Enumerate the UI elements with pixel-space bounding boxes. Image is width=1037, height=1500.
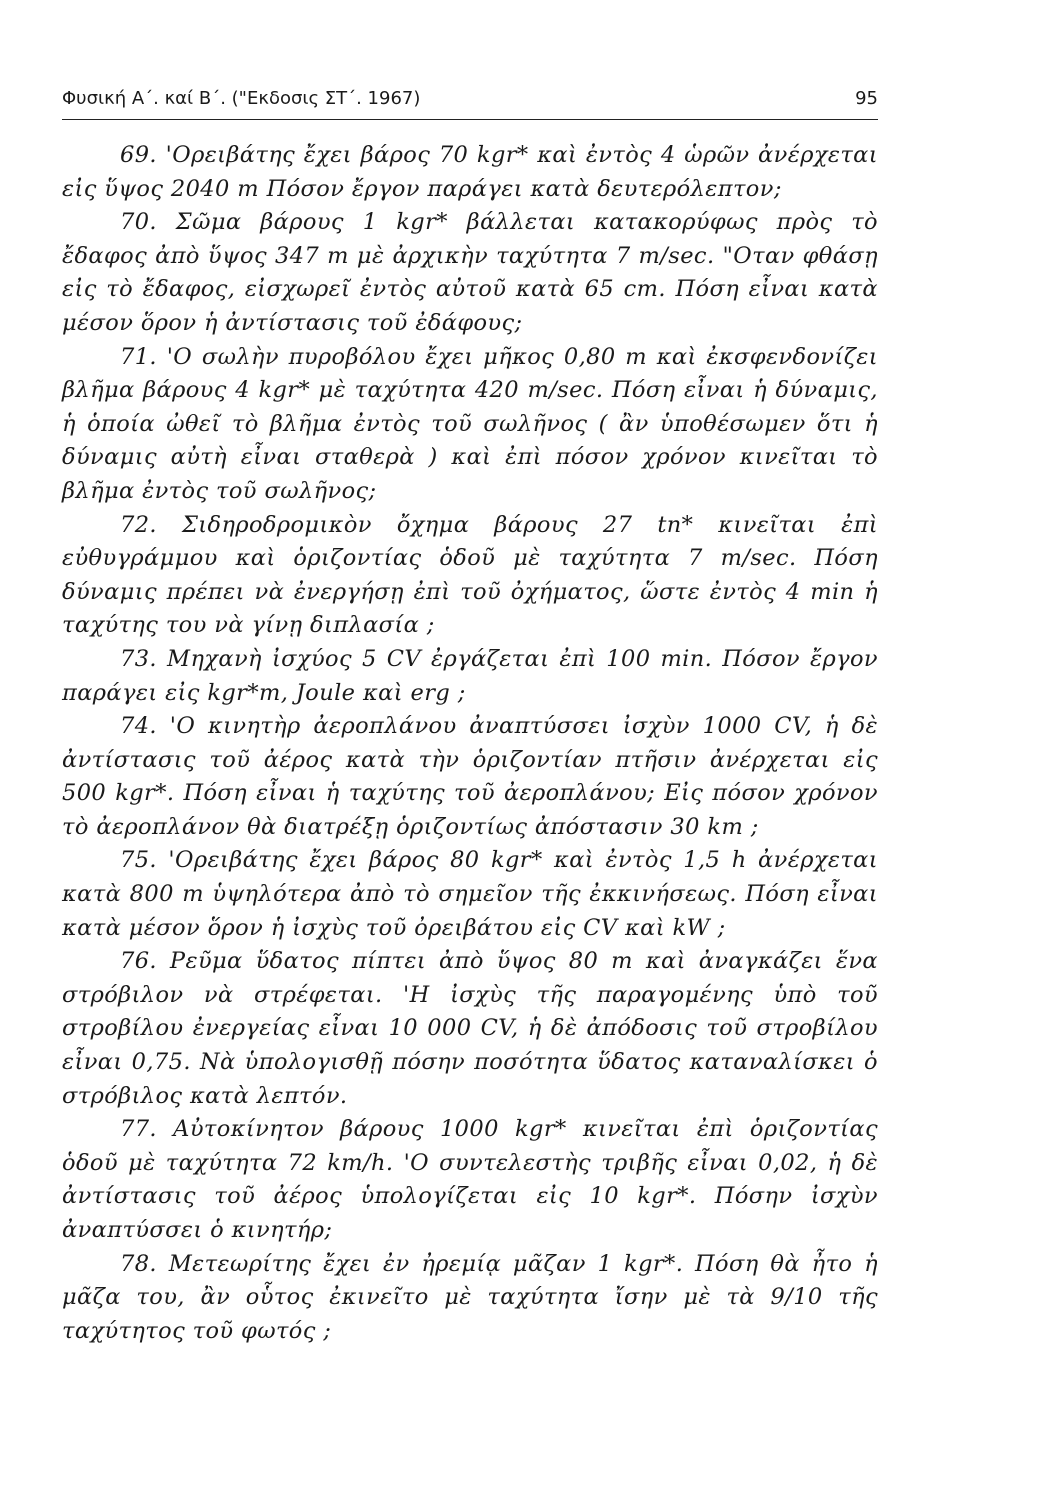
- problem-72: 72. Σιδηροδρομικὸν ὄχημα βάρους 27 tn* κινεῖται ἐπὶ εὐθυγράμμου καὶ ὁριζοντίας ὁδοῦ μὲ ταχύτητα 7 m/sec. Πόση δύναμις πρέπει νὰ ἐνεργήσῃ ἐπὶ τοῦ ὀχήματος, ὥστε ἐντὸς 4 min ἡ ταχύτης του νὰ γίνῃ διπλασία ;: [62, 511, 878, 639]
- page-number: 95: [855, 88, 878, 109]
- problem-76: 76. Ρεῦμα ὕδατος πίπτει ἀπὸ ὕψος 80 m καὶ ἀναγκάζει ἕνα στρόβιλον νὰ στρέφεται. 'Η ἰσχὺς τῆς παραγομένης ὑπὸ τοῦ στροβίλου ἐνεργείας εἶναι 10 000 CV, ἡ δὲ ἀπόδοσις τοῦ στροβίλου εἶναι 0,75. Νὰ ὑπολογισθῇ πόσην ποσότητα ὕδατος καταναλίσκει ὁ στρόβιλος κατὰ λεπτόν.: [62, 948, 878, 1109]
- problem-74: 74. 'Ο κινητὴρ ἀεροπλάνου ἀναπτύσσει ἰσχὺν 1000 CV, ἡ δὲ ἀντίστασις τοῦ ἀέρος κατὰ τὴν ὁριζοντίαν πτῆσιν ἀνέρχεται εἰς 500 kgr*. Πόση εἶναι ἡ ταχύτης τοῦ ἀεροπλάνου; Εἰς πόσον χρόνον τὸ ἀεροπλάνον θὰ διατρέξῃ ὁριζοντίως ἀπόστασιν 30 km ;: [62, 713, 878, 840]
- problem-71: 71. 'Ο σωλὴν πυροβόλου ἔχει μῆκος 0,80 m καὶ ἐκσφενδονίζει βλῆμα βάρους 4 kgr* μὲ ταχύτητα 420 m/sec. Πόση εἶναι ἡ δύναμις, ἡ ὁποία ὠθεῖ τὸ βλῆμα ἐντὸς τοῦ σωλῆνος ( ἂν ὑποθέσωμεν ὅτι ἡ δύναμις αὐτὴ εἶναι σταθερὰ ) καὶ ἐπὶ πόσον χρόνον κινεῖται τὸ βλῆμα ἐντὸς τοῦ σωλῆνος;: [62, 343, 878, 504]
- problem-78: 78. Μετεωρίτης ἔχει ἐν ἠρεμίᾳ μᾶζαν 1 kgr*. Πόση θὰ ἦτο ἡ μᾶζα του, ἂν οὗτος ἐκινεῖτο μὲ ταχύτητα ἴσην μὲ τὰ 9/10 τῆς ταχύτητος τοῦ φωτός ;: [62, 1250, 878, 1344]
- header-rule: [62, 119, 878, 120]
- problem-70: 70. Σῶμα βάρους 1 kgr* βάλλεται κατακορύφως πρὸς τὸ ἔδαφος ἀπὸ ὕψος 347 m μὲ ἀρχικὴν ταχύτητα 7 m/sec. "Οταν φθάσῃ εἰς τὸ ἔδαφος, εἰσχωρεῖ ἐντὸς αὐτοῦ κατὰ 65 cm. Πόση εἶναι κατὰ μέσον ὅρον ἡ ἀντίστασις τοῦ ἐδάφους;: [62, 209, 878, 336]
- problem-73: 73. Μηχανὴ ἰσχύος 5 CV ἐργάζεται ἐπὶ 100 min. Πόσον ἔργον παράγει εἰς kgr*m, Joule καὶ erg ;: [62, 645, 878, 706]
- problem-list: [62, 139, 878, 1348]
- problem-75: 75. 'Ορειβάτης ἔχει βάρος 80 kgr* καὶ ἐντὸς 1,5 h ἀνέρχεται κατὰ 800 m ὑψηλότερα ἀπὸ τὸ σημεῖον τῆς ἐκκινήσεως. Πόση εἶναι κατὰ μέσον ὅρον ἡ ἰσχὺς τοῦ ὀρειβάτου εἰς CV καὶ kW ;: [62, 847, 878, 941]
- problem-69: 69. 'Ορειβάτης ἔχει βάρος 70 kgr* καὶ ἐντὸς 4 ὡρῶν ἀνέρχεται εἰς ὕψος 2040 m Πόσον ἔργον παράγει κατὰ δευτερόλεπτον;: [62, 142, 878, 202]
- running-header: [62, 88, 878, 114]
- running-title: Φυσική Α΄. καί Β΄. ("Εκδοσις ΣΤ΄. 1967): [62, 88, 421, 109]
- problem-77: 77. Αὐτοκίνητον βάρους 1000 kgr* κινεῖται ἐπὶ ὁριζοντίας ὁδοῦ μὲ ταχύτητα 72 km/h. 'Ο συντελεστὴς τριβῆς εἶναι 0,02, ἡ δὲ ἀντίστασις τοῦ ἀέρος ὑπολογίζεται εἰς 10 kgr*. Πόσην ἰσχὺν ἀναπτύσσει ὁ κινητήρ;: [62, 1116, 878, 1243]
